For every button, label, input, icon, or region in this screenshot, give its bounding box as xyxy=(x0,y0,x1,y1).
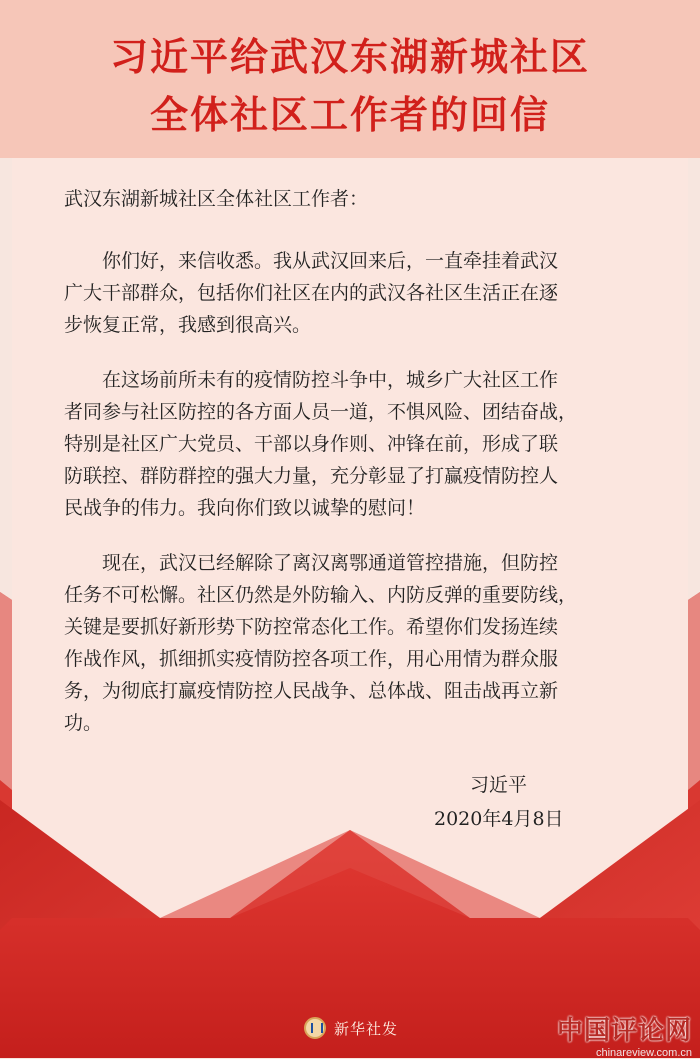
page-title-line-1: 习近平给武汉东湖新城社区 xyxy=(109,35,590,79)
watermark xyxy=(557,1010,692,1059)
letter-line: 功。 xyxy=(64,712,103,734)
letter-salutation: 武汉东湖新城社区全体社区工作者： xyxy=(64,188,369,210)
xinhua-logo-icon xyxy=(304,1017,326,1039)
watermark-title: 中国评论网 xyxy=(556,1016,692,1046)
letter-line: 特别是社区广大党员、干部以身作则、冲锋在前，形成了联 xyxy=(64,433,559,455)
letter-line: 任务不可松懈。社区仍然是外防输入、内防反弹的重要防线， xyxy=(64,584,578,606)
letter-line: 广大干部群众，包括你们社区在内的武汉各社区生活正在逐 xyxy=(64,282,559,304)
xinhua-credit xyxy=(304,1017,398,1039)
letter-date: 2020年4月8日 xyxy=(434,808,564,830)
letter-line: 作战作风，抓细抓实疫情防控各项工作，用心用情为群众服 xyxy=(64,648,559,670)
letter-line: 民战争的伟力。我向你们致以诚挚的慰问！ xyxy=(64,497,426,519)
letter-line: 务，为彻底打赢疫情防控人民战争、总体战、阻击战再立新 xyxy=(64,680,559,702)
letter-line: 关键是要抓好新形势下防控常态化工作。希望你们发扬连续 xyxy=(64,616,559,638)
letter-line: 在这场前所未有的疫情防控斗争中，城乡广大社区工作 xyxy=(64,369,559,391)
letter-line: 你们好，来信收悉。我从武汉回来后，一直牵挂着武汉 xyxy=(64,250,559,272)
letter-line: 现在，武汉已经解除了离汉离鄂通道管控措施，但防控 xyxy=(64,552,559,574)
agency-credit: 新华社发 xyxy=(334,1019,399,1038)
letter-line: 者同参与社区防控的各方面人员一道，不惧风险、团结奋战， xyxy=(64,401,578,423)
watermark-url: chinareview.com.cn xyxy=(596,1047,692,1059)
signature: 习近平 xyxy=(470,774,528,796)
page-title-line-2: 全体社区工作者的回信 xyxy=(149,93,550,137)
letter-line: 防联控、群防群控的强大力量，充分彰显了打赢疫情防控人 xyxy=(64,465,559,487)
letter-line: 步恢复正常，我感到很高兴。 xyxy=(64,314,312,336)
